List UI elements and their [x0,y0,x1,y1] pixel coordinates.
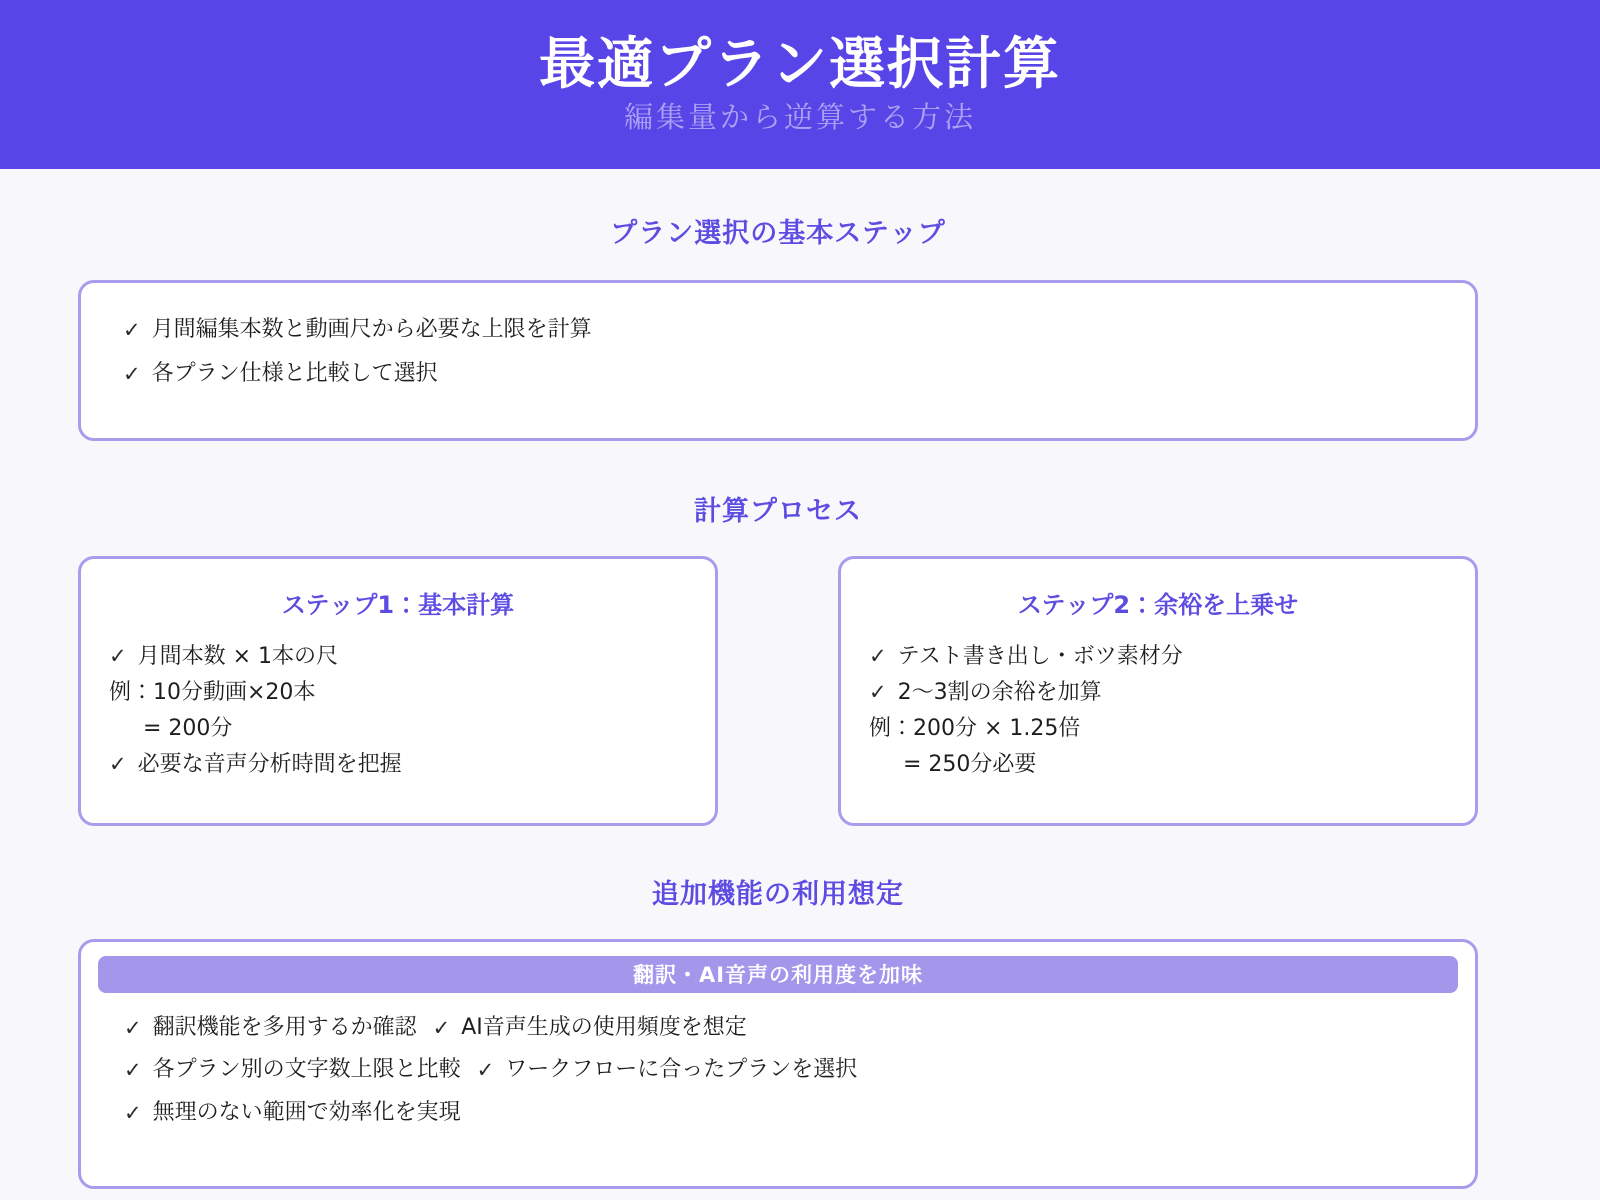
list-item-text: 翻訳機能を多用するか確認 [152,1014,417,1040]
list-item: = 250分必要 [903,752,1037,778]
list-row [124,1055,1432,1085]
check-icon: ✓ [109,752,127,777]
list-item [477,1055,858,1085]
check-icon: ✓ [869,644,887,669]
basic-steps-card [78,280,1478,441]
page-title: 最適プラン選択計算 [539,32,1061,97]
check-icon: ✓ [869,680,887,705]
list-item [109,642,687,671]
list-item [124,1013,417,1043]
list-item-text: テスト書き出し・ボツ素材分 [897,644,1183,670]
content-container [78,211,1478,1189]
list-item [123,315,1433,345]
list-row [124,1098,1432,1128]
section-heading-addons: 追加機能の利用想定 [652,878,904,910]
page-subtitle: 編集量から逆算する方法 [623,100,976,134]
header-banner [0,0,1600,169]
list-item [109,750,687,779]
list-item [124,1055,461,1085]
list-item: 例：200分 × 1.25倍 [869,716,1081,742]
list-item [869,642,1447,671]
list-item: 例：10分動画×20本 [109,680,316,706]
list-item-text: 月間編集本数と動画尺から必要な上限を計算 [151,317,592,342]
check-icon: ✓ [124,1058,142,1083]
list-item-text: 必要な音声分析時間を把握 [137,752,402,778]
list-item-text: 無理のない範囲で効率化を実現 [152,1099,461,1125]
check-icon: ✓ [432,1015,451,1040]
addons-header-bar: 翻訳・AI音声の利用度を加味 [98,956,1458,993]
step2-card [838,556,1478,825]
list-item [124,1098,461,1128]
step1-title: ステップ1：基本計算 [281,591,515,620]
check-icon: ✓ [124,1015,142,1040]
step1-card [78,556,718,825]
list-item: = 200分 [143,716,233,742]
list-item [433,1013,747,1043]
step2-title: ステップ2：余裕を上乗せ [1017,591,1299,620]
check-icon: ✓ [123,361,141,386]
list-item-text: AI音声生成の使用頻度を想定 [461,1014,747,1040]
list-item-text: 2〜3割の余裕を加算 [897,680,1102,706]
list-item [869,678,1447,707]
process-grid [78,556,1478,825]
list-item-text: 月間本数 × 1本の尺 [137,644,339,670]
list-row [124,1013,1432,1043]
check-icon: ✓ [476,1058,495,1083]
list-item-text: 各プラン別の文字数上限と比較 [152,1057,461,1083]
check-icon: ✓ [109,644,127,669]
section-heading-basic-steps: プラン選択の基本ステップ [610,218,946,249]
check-icon: ✓ [123,318,141,342]
check-icon: ✓ [124,1100,142,1125]
addons-rows [98,993,1458,1128]
list-item [123,359,1433,389]
section-heading-process: 計算プロセス [694,496,862,528]
list-item-text: ワークフローに合ったプランを選択 [505,1057,858,1083]
list-item-text: 各プラン仕様と比較して選択 [151,360,438,386]
addons-card [78,939,1478,1189]
